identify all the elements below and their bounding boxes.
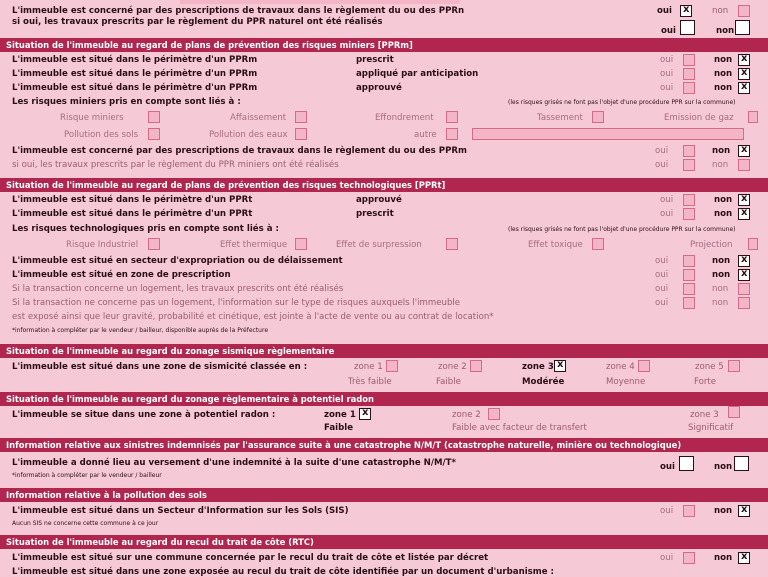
checkbox-oui[interactable]	[683, 68, 695, 80]
checkbox-oui[interactable]	[683, 552, 695, 564]
checkbox-oui[interactable]	[680, 20, 695, 35]
checkbox-non[interactable]	[738, 145, 750, 157]
autre-text-field[interactable]	[472, 128, 744, 140]
checkbox-oui[interactable]	[683, 255, 695, 267]
checkbox-emission-gaz[interactable]	[748, 111, 758, 123]
checkbox-oui[interactable]	[680, 5, 692, 17]
checkbox-non[interactable]	[738, 82, 750, 94]
checkbox-radon-zone-3[interactable]	[728, 406, 740, 418]
checkbox-non[interactable]	[738, 208, 750, 220]
checkbox-zone-4[interactable]	[638, 360, 650, 372]
checkbox-non[interactable]	[738, 552, 750, 564]
checkbox-effet-thermique[interactable]	[295, 238, 307, 250]
checkbox-oui[interactable]	[683, 208, 695, 220]
checkbox-oui[interactable]	[683, 54, 695, 66]
checkbox-zone-5[interactable]	[728, 360, 740, 372]
checkbox-oui[interactable]	[683, 297, 695, 309]
checkbox-zone-1[interactable]	[386, 360, 398, 372]
section-header-rtc: Situation de l'immeuble au regard du recul du trait de côte (RTC)	[0, 535, 768, 549]
section-header-pollution-sols: Information relative à la pollution des sols	[0, 488, 768, 502]
checkbox-non[interactable]	[738, 5, 750, 17]
checkbox-projection[interactable]	[748, 238, 758, 250]
section-header-radon: Situation de l'immeuble au regard du zonage règlementaire à potentiel radon	[0, 392, 768, 406]
checkbox-radon-zone-1[interactable]	[359, 408, 371, 420]
checkbox-non[interactable]	[734, 456, 749, 471]
section-header-catastrophe: Information relative aux sinistres indemnisés par l'assurance suite à une catastrophe N/M/T (catastrophe naturelle, minière ou technologique)	[0, 438, 768, 452]
checkbox-effet-toxique[interactable]	[592, 238, 604, 250]
section-header-pprm: Situation de l'immeuble au regard de plans de prévention des risques miniers [PPRm]	[0, 38, 768, 52]
section-header-sismique: Situation de l'immeuble au regard du zonage sismique règlementaire	[0, 344, 768, 358]
checkbox-effet-surpression[interactable]	[446, 238, 458, 250]
checkbox-risque-miniers[interactable]	[148, 111, 160, 123]
checkbox-pollution-eaux[interactable]	[295, 128, 307, 140]
checkbox-non[interactable]	[738, 255, 750, 267]
checkbox-non[interactable]	[738, 68, 750, 80]
checkbox-oui[interactable]	[683, 82, 695, 94]
checkbox-oui[interactable]	[683, 269, 695, 281]
checkbox-non[interactable]	[738, 505, 750, 517]
checkbox-zone-3[interactable]	[554, 360, 566, 372]
checkbox-risque-industriel[interactable]	[148, 238, 160, 250]
top-residual-box	[180, 0, 460, 4]
checkbox-non[interactable]	[738, 194, 750, 206]
checkbox-non[interactable]	[738, 54, 750, 66]
checkbox-effondrement[interactable]	[446, 111, 458, 123]
checkbox-zone-2[interactable]	[470, 360, 482, 372]
section-header-pprt: Situation de l'immeuble au regard de plans de prévention des risques technologiques [PPRt]	[0, 178, 768, 192]
checkbox-oui[interactable]	[683, 159, 695, 171]
checkbox-non[interactable]	[738, 269, 750, 281]
checkbox-oui[interactable]	[683, 283, 695, 295]
checkbox-non[interactable]	[738, 159, 750, 171]
checkbox-non[interactable]	[738, 283, 750, 295]
checkbox-oui[interactable]	[683, 145, 695, 157]
checkbox-pollution-sols[interactable]	[148, 128, 160, 140]
checkbox-tassement[interactable]	[592, 111, 604, 123]
checkbox-radon-zone-2[interactable]	[488, 408, 500, 420]
checkbox-oui[interactable]	[679, 456, 694, 471]
checkbox-non[interactable]	[735, 20, 750, 35]
checkbox-non[interactable]	[738, 297, 750, 309]
checkbox-affaissement[interactable]	[295, 111, 307, 123]
checkbox-autre[interactable]	[446, 128, 458, 140]
checkbox-oui[interactable]	[683, 505, 695, 517]
checkbox-oui[interactable]	[683, 194, 695, 206]
